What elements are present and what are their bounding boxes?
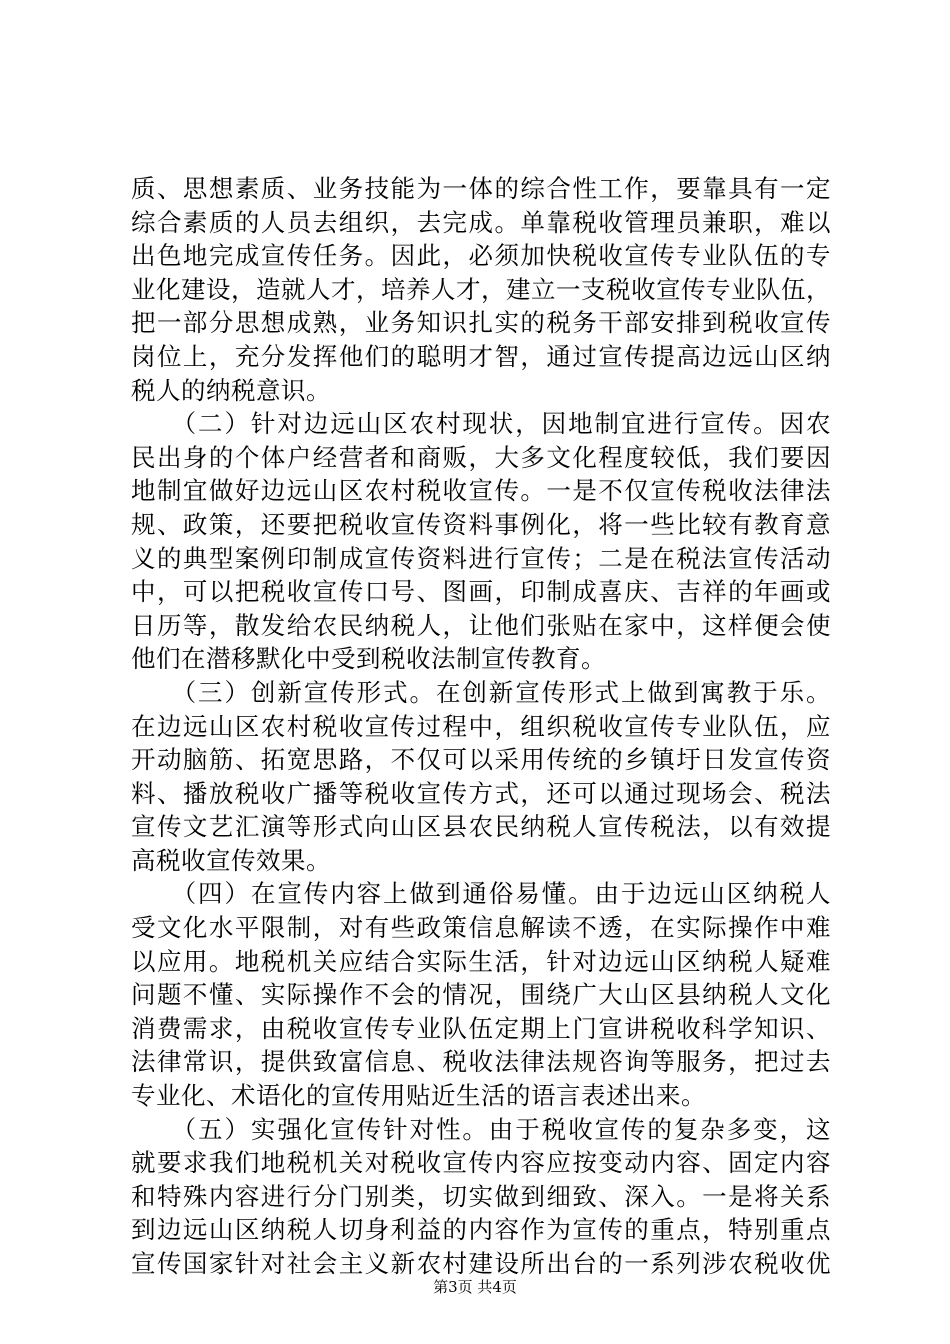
text-line: 消费需求，由税收宣传专业队伍定期上门宣讲税收科学知识、 [131, 1013, 831, 1043]
text-line: 质、思想素质、业务技能为一体的综合性工作，要靠具有一定 [131, 174, 831, 203]
text-line: 他们在潜移默化中受到税收法制宣传教育。 [131, 644, 606, 674]
text-line: 开动脑筋、拓宽思路，不仅可以采用传统的乡镇圩日发宣传资 [131, 745, 831, 775]
text-line: 业化建设，造就人才，培养人才，建立一支税收宣传专业队伍， [131, 274, 831, 304]
text-line: 税人的纳税意识。 [131, 375, 331, 405]
text-line: （五）实强化宣传针对性。由于税收宣传的复杂多变，这 [131, 1114, 831, 1144]
text-line: 岗位上，充分发挥他们的聪明才智，通过宣传提高边远山区纳 [131, 341, 831, 371]
text-line: 出色地完成宣传任务。因此，必须加快税收宣传专业队伍的专 [131, 241, 831, 271]
page-number-label: 第3页 共4页 [433, 1278, 517, 1296]
document-body [131, 172, 831, 1281]
text-line: （二）针对边远山区农村现状，因地制宜进行宣传。因农 [131, 409, 831, 439]
text-line: 以应用。地税机关应结合实际生活，针对边远山区纳税人疑难 [131, 946, 831, 976]
text-line: 问题不懂、实际操作不会的情况，围绕广大山区县纳税人文化 [131, 980, 831, 1010]
text-line: 中，可以把税收宣传口号、图画，印制成喜庆、吉祥的年画或 [131, 577, 831, 607]
page-footer [0, 1277, 950, 1297]
text-line: 义的典型案例印制成宣传资料进行宣传；二是在税法宣传活动 [131, 543, 831, 573]
text-line: 日历等，散发给农民纳税人，让他们张贴在家中，这样便会使 [131, 610, 831, 640]
text-line: 宣传国家针对社会主义新农村建设所出台的一系列涉农税收优 [131, 1249, 831, 1278]
text-line: 综合素质的人员去组织，去完成。单靠税收管理员兼职，难以 [131, 207, 831, 237]
text-line: 受文化水平限制，对有些政策信息解读不透，在实际操作中难 [131, 913, 831, 943]
text-line: 地制宜做好边远山区农村税收宣传。一是不仅宣传税收法律法 [131, 476, 831, 506]
text-line: 和特殊内容进行分门别类，切实做到细致、深入。一是将关系 [131, 1181, 831, 1211]
text-line: （三）创新宣传形式。在创新宣传形式上做到寓教于乐。 [131, 677, 831, 707]
text-line: 高税收宣传效果。 [131, 845, 331, 875]
text-line: 到边远山区纳税人切身利益的内容作为宣传的重点，特别重点 [131, 1215, 831, 1245]
text-line: 规、政策，还要把税收宣传资料事例化，将一些比较有教育意 [131, 509, 831, 539]
text-line: 在边远山区农村税收宣传过程中，组织税收宣传专业队伍，应 [131, 711, 831, 741]
text-line: 专业化、术语化的宣传用贴近生活的语言表述出来。 [131, 1081, 706, 1111]
text-line: 就要求我们地税机关对税收宣传内容应按变动内容、固定内容 [131, 1148, 831, 1178]
text-line: （四）在宣传内容上做到通俗易懂。由于边远山区纳税人 [131, 879, 831, 909]
text-line: 法律常识，提供致富信息、税收法律法规咨询等服务，把过去 [131, 1047, 831, 1077]
text-line: 把一部分思想成熟，业务知识扎实的税务干部安排到税收宣传 [131, 308, 831, 338]
text-line: 民出身的个体户经营者和商贩，大多文化程度较低，我们要因 [131, 442, 831, 472]
text-line: 料、播放税收广播等税收宣传方式，还可以通过现场会、税法 [131, 778, 831, 808]
text-line: 宣传文艺汇演等形式向山区县农民纳税人宣传税法，以有效提 [131, 812, 831, 842]
